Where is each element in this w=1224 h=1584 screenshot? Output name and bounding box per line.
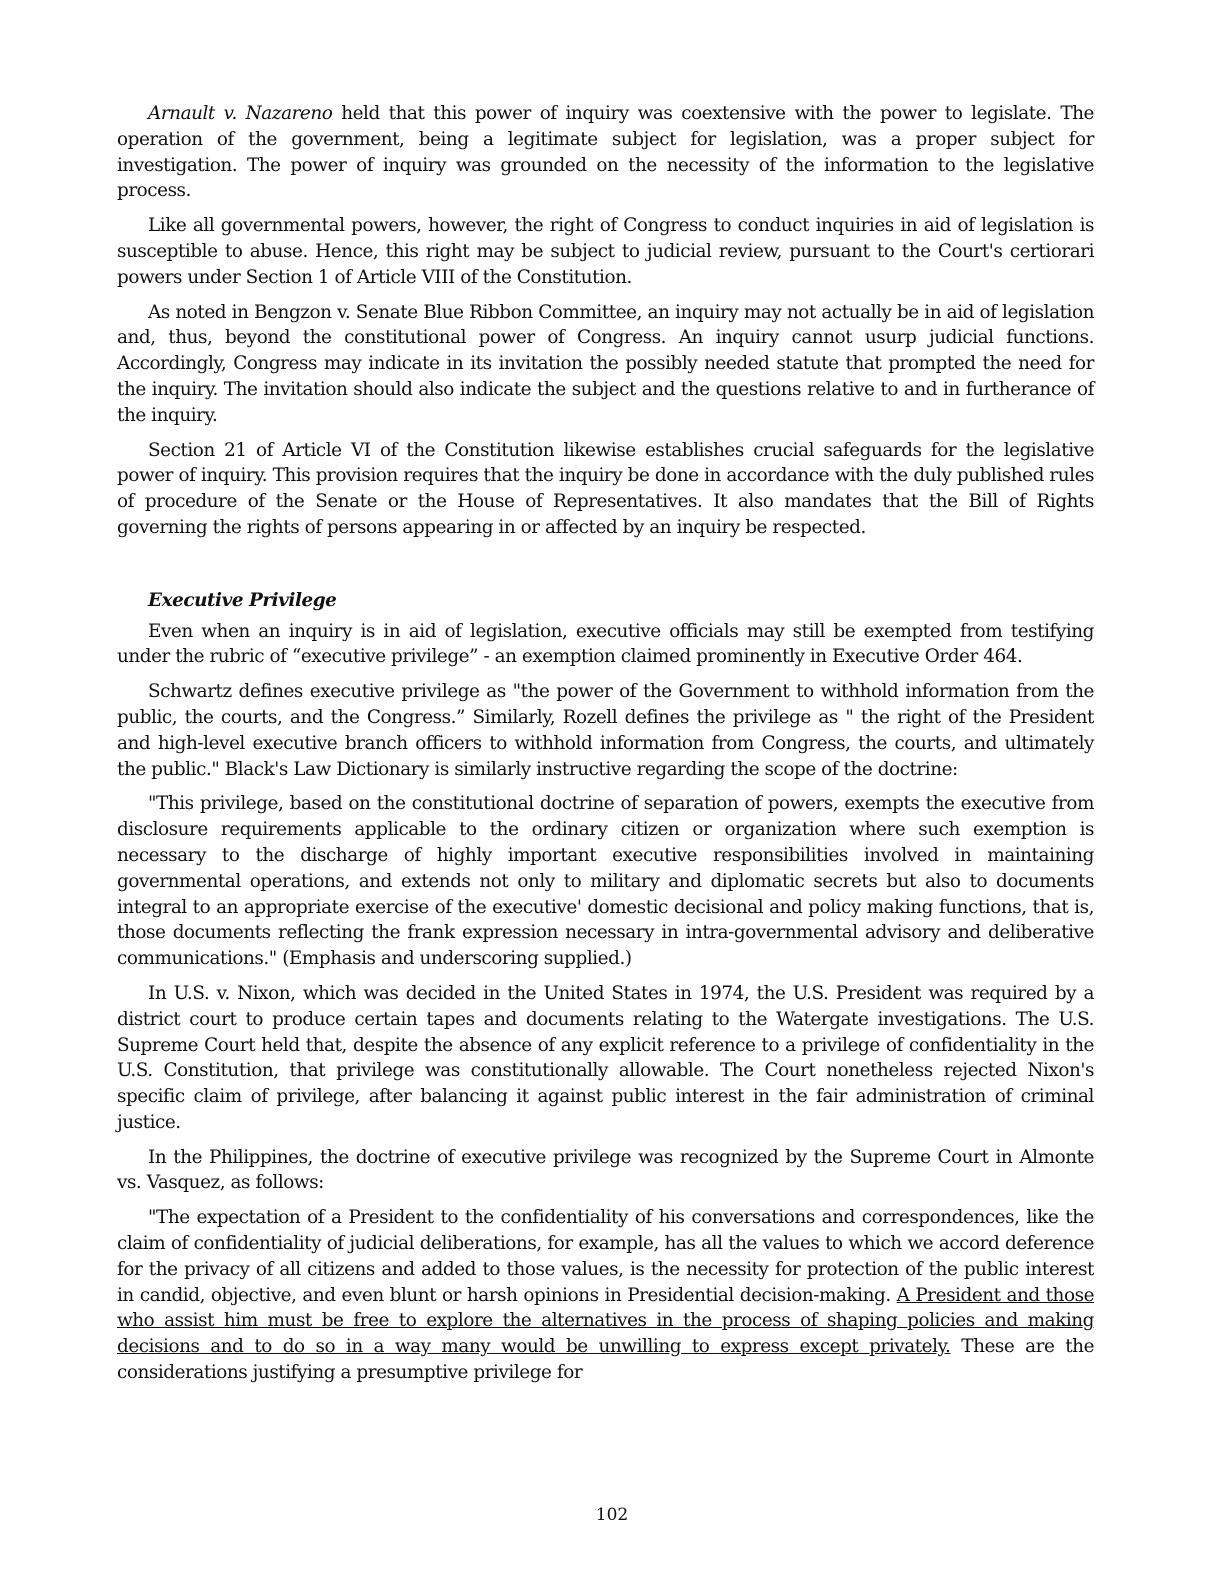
- underlined-text: A President and those who assist him must be free to explore the alternatives in the process of shaping policies and making decisions and to do so in a way many would be unwilling to express except privately.: [117, 1284, 1094, 1358]
- document-body: [117, 101, 1094, 1395]
- quote-text: "The expectation of a President to the confidentiality of his conversations and correspondences, like the claim of confidentiality of judicial deliberations, for example, has all the values to which we accord deference for the privacy of all citizens and added to those values, is the necessity for protection of the public interest in candid, objective, and even blunt or harsh opinions in Presidential decision-making.: [117, 1207, 1094, 1306]
- quote-text: These are the considerations justifying a presumptive privilege for: [117, 1336, 1095, 1384]
- paragraph: In the Philippines, the doctrine of executive privilege was recognized by the Supreme Court in Almonte vs. Vasquez, as follows:: [117, 1146, 1094, 1194]
- paragraph: Even when an inquiry is in aid of legislation, executive officials may still be exempted from testifying under the rubric of “executive privilege” - an exemption claimed prominently in Executive Order 464.: [117, 620, 1094, 668]
- block-quote: [117, 1205, 1094, 1386]
- block-quote: "This privilege, based on the constitutional doctrine of separation of powers, exempts the executive from disclosure requirements applicable to the ordinary citizen or organization where such exemption is necessary to the discharge of highly important executive responsibilities involved in maintaining governmental operations, and extends not only to military and diplomatic secrets but also to documents integral to an appropriate exercise of the executive' domestic decisional and policy making functions, that is, those documents reflecting the frank expression necessary in intra-governmental advisory and deliberative communications." (Emphasis and underscoring supplied.): [117, 793, 1094, 970]
- paragraph-text: held that this power of inquiry was coextensive with the power to legislate. The operation of the government, being a legitimate subject for legislation, was a proper subject for investigation. The power of inquiry was grounded on the necessity of the information to the legislative process.: [117, 103, 1094, 202]
- paragraph: In U.S. v. Nixon, which was decided in the United States in 1974, the U.S. President was required by a district court to produce certain tapes and documents relating to the Watergate investigations. The U.S. Supreme Court held that, despite the absence of any explicit reference to a privilege of confidentiality in the U.S. Constitution, that privilege was constitutionally allowable. The Court nonetheless rejected Nixon's specific claim of privilege, after balancing it against public interest in the fair administration of criminal justice.: [117, 982, 1094, 1133]
- paragraph: Like all governmental powers, however, the right of Congress to conduct inquiries in aid of legislation is susceptible to abuse. Hence, this right may be subject to judicial review, pursuant to the Court's certiorari powers under Section 1 of Article VIII of the Constitution.: [117, 215, 1094, 288]
- paragraph: As noted in Bengzon v. Senate Blue Ribbon Committee, an inquiry may not actually be in aid of legislation and, thus, beyond the constitutional power of Congress. An inquiry cannot usurp judicial functions. Accordingly, Congress may indicate in its invitation the possibly needed statute that prompted the need for the inquiry. The invitation should also indicate the subject and the questions relative to and in furtherance of the inquiry.: [117, 301, 1094, 426]
- case-name: Arnault v. Nazareno: [148, 103, 333, 124]
- section-heading: Executive Privilege: [148, 589, 337, 611]
- paragraph: [117, 101, 1094, 204]
- paragraph: Section 21 of Article VI of the Constitution likewise establishes crucial safeguards for the legislative power of inquiry. This provision requires that the inquiry be done in accordance with the duly published rules of procedure of the Senate or the House of Representatives. It also mandates that the Bill of Rights governing the rights of persons appearing in or affected by an inquiry be respected.: [117, 439, 1094, 538]
- page-number: 102: [595, 1505, 629, 1525]
- paragraph: Schwartz defines executive privilege as "the power of the Government to withhold information from the public, the courts, and the Congress.” Similarly, Rozell defines the privilege as " the right of the President and high-level executive branch officers to withhold information from Congress, the courts, and ultimately the public." Black's Law Dictionary is similarly instructive regarding the scope of the doctrine:: [117, 681, 1094, 780]
